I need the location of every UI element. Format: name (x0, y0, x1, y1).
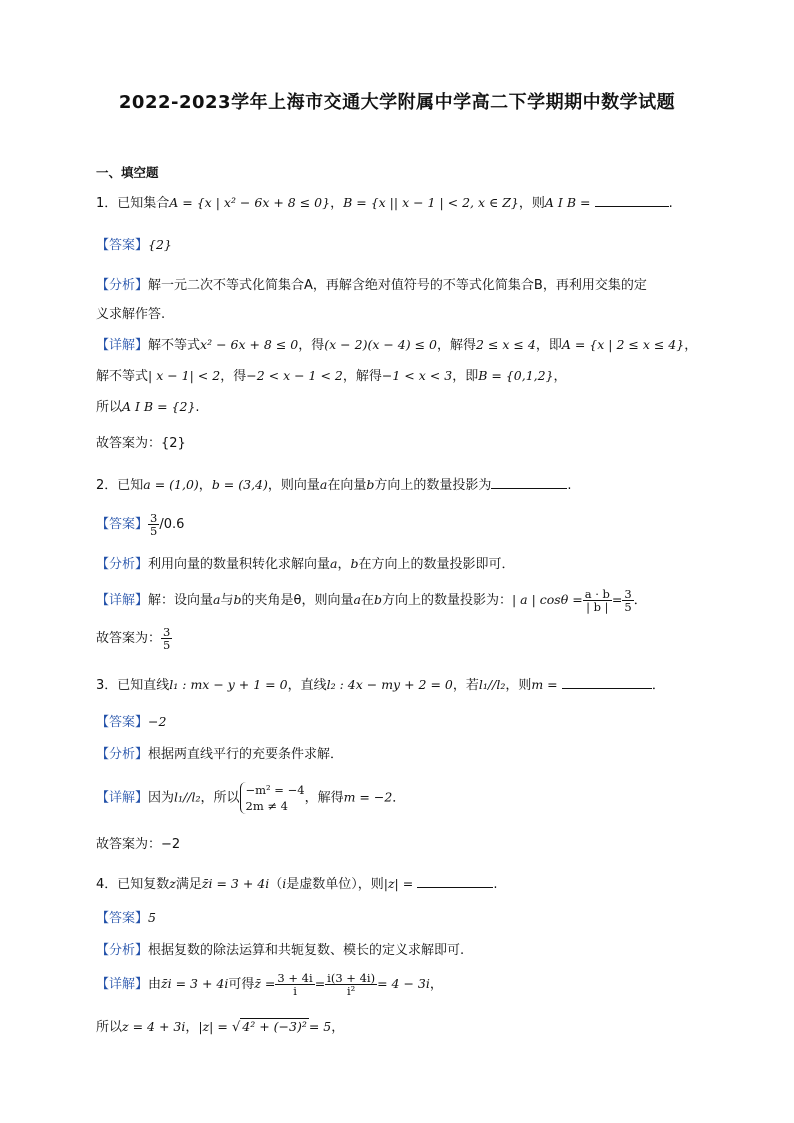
q4-last-sqrt: 4² + (−3)² (242, 1019, 307, 1034)
q2-proj-num: a · b (584, 587, 610, 601)
answer-tag: 【答案】 (96, 911, 149, 926)
q4-last-a: 所以 (96, 1020, 123, 1035)
q3-final: 故答案为：−2 (96, 837, 181, 852)
q4-stem-c: （ (269, 877, 283, 892)
q4-stem-a: 4．已知复数 (96, 877, 170, 892)
q3-l2: l₂ : 4x − my + 2 = 0 (326, 677, 453, 692)
q4-last-mod: |z| = (198, 1019, 228, 1034)
q2-proj-lhs: | a | cosθ = (511, 592, 583, 607)
q4-da: 由 (148, 977, 162, 992)
q2-analysis (96, 553, 515, 572)
q1-d2f: −1 < x < 3 (381, 368, 453, 383)
q2-sep: ， (198, 478, 212, 493)
detail-tag: 【详解】 (96, 790, 149, 806)
q3-stem-c: ，若 (452, 678, 479, 693)
q2-proj-res-num: 3 (624, 587, 632, 601)
q2-proj-fraction (583, 588, 612, 613)
q3-answer (96, 711, 166, 730)
q3-db: ，所以 (200, 790, 240, 806)
q2-answer-num: 3 (150, 511, 158, 525)
q4-f2-den: i² (346, 984, 356, 998)
q3-dc: ，解得 (304, 790, 344, 806)
q3-analysis (96, 743, 343, 762)
answer-blank (417, 877, 493, 888)
q2-final-a: 故答案为： (96, 631, 162, 646)
q3-sys-2: 2m ≠ 4 (245, 799, 288, 813)
q2-analysis-b: 在方向上的数量投影即可． (358, 557, 515, 572)
q1-sep: ， (330, 196, 344, 211)
detail-tag: 【详解】 (96, 338, 149, 353)
q1-d2d: −2 < x − 1 < 2 (246, 368, 343, 383)
q4-zbar: z̄ = (254, 976, 276, 991)
q4-cond: z̄i = 3 + 4i (201, 876, 270, 891)
q2-dd: 在 (360, 593, 374, 608)
q2-end: . (567, 478, 572, 493)
q1-analysis-cont: 义求解作答. (96, 307, 166, 322)
q2-analysis-a: 利用向量的数量积转化求解向量 (148, 557, 331, 572)
q2-de: 方向上的数量投影为： (381, 593, 512, 608)
q4-last: 所以z = 4 + 3i，|z| = √ 4² + (−3)² = 5， (96, 1019, 345, 1035)
analysis-tag: 【分析】 (96, 943, 149, 958)
q1-end: . (668, 196, 673, 211)
q3-detail-end: ． (392, 790, 406, 806)
analysis-tag: 【分析】 (96, 557, 149, 572)
q2-vb: b = (3,4) (211, 477, 268, 492)
q1-d1e: ，解得 (437, 338, 477, 353)
q2-va: a = (1,0) (143, 477, 199, 492)
q2-answer-den: 5 (150, 524, 158, 538)
q2-db-var: b (233, 592, 242, 607)
q4-last-end: ， (331, 1020, 345, 1035)
q4-fraction-2 (325, 972, 377, 997)
q4-detail-cond: z̄i = 3 + 4i (161, 976, 229, 991)
q3-detail-cond: l₁//l₂ (174, 789, 201, 805)
q3-system (240, 782, 305, 814)
q1-d1i: ， (684, 338, 698, 353)
q4-db: 可得 (228, 977, 255, 992)
q1-analysis (96, 274, 647, 293)
q4-f2-num: i(3 + 4i) (327, 971, 376, 985)
question-4 (96, 873, 498, 892)
q2-b1: b (366, 477, 375, 492)
q1-d2b: | x − 1| < 2 (148, 368, 221, 383)
q2-stem-c: 在向量 (327, 478, 367, 493)
analysis-tag: 【分析】 (96, 278, 149, 293)
q2-final-num: 3 (163, 625, 171, 639)
detail-tag: 【详解】 (96, 593, 149, 608)
q2-stem-d: 方向上的数量投影为 (374, 478, 492, 493)
question-1 (96, 192, 673, 211)
q1-d1c: ，得 (298, 338, 325, 353)
question-3 (96, 674, 665, 693)
q4-eq2: = 4 − 3i (377, 976, 430, 991)
q2-analysis-sep: ， (337, 557, 351, 572)
answer-blank (562, 678, 652, 689)
q2-proj-result (622, 588, 633, 613)
q4-fraction-1 (275, 972, 314, 997)
q2-detail (96, 588, 647, 613)
q2-final-fraction (161, 626, 172, 651)
q3-sys-1: −m² = −4 (245, 783, 305, 797)
q2-dd-var: b (373, 592, 382, 607)
q4-end: . (493, 877, 498, 892)
q3-da: 因为 (148, 790, 175, 806)
q1-answer (96, 234, 172, 253)
q3-stem-a: 3．已知直线 (96, 678, 170, 693)
q1-set-a: A = {x | x² − 6x + 8 ≤ 0} (169, 195, 331, 210)
q1-stem-a: 1．已知集合 (96, 196, 170, 211)
q1-analysis-text-1: 解一元二次不等式化简集合A，再解含绝对值符号的不等式化简集合B，再利用交集的定 (148, 278, 647, 293)
answer-blank (491, 478, 567, 489)
q1-d3c: . (195, 400, 200, 415)
q3-detail-res: m = −2 (343, 789, 393, 805)
q2-stem-b: ，则向量 (267, 478, 320, 493)
q4-last-sep: ， (185, 1020, 199, 1035)
q1-d1f: 2 ≤ x ≤ 4 (476, 337, 536, 352)
q1-d2a: 解不等式 (96, 369, 149, 384)
q4-expr: |z| = (383, 876, 414, 891)
q4-i: i (282, 876, 287, 891)
q2-proj-den: | b | (586, 600, 609, 614)
q2-da-var: a (213, 592, 221, 607)
q3-answer-value: −2 (148, 714, 167, 729)
answer-tag: 【答案】 (96, 238, 149, 253)
q2-proj-end: ． (633, 593, 647, 608)
q2-final-den: 5 (163, 638, 171, 652)
q4-stem-d: 是虚数单位），则 (286, 877, 384, 892)
q2-analysis-a-var: a (330, 556, 338, 571)
detail-tag: 【详解】 (96, 977, 149, 992)
q1-d2c: ，得 (220, 369, 247, 384)
q4-stem-b: 满足 (175, 877, 202, 892)
q2-stem-a: 2．已知 (96, 478, 144, 493)
q2-da: 解：设向量 (148, 593, 214, 608)
q4-f1-den: i (293, 984, 297, 998)
q2-dc: 的夹角是θ，则向量 (241, 593, 354, 608)
q4-analysis (96, 939, 464, 958)
answer-tag: 【答案】 (96, 517, 149, 532)
q4-detail-end: ， (429, 977, 443, 992)
q1-detail-3 (96, 396, 200, 415)
page-title: 2022-2023学年上海市交通大学附属中学高二下学期期中数学试题 (118, 92, 676, 113)
q2-final (96, 626, 172, 651)
q3-cond: l₁//l₂ (478, 677, 506, 692)
q4-eq1: = (314, 976, 326, 991)
q3-expr: m = (531, 677, 558, 692)
q4-z: z (169, 876, 176, 891)
q1-set-b: B = {x || x − 1 | < 2, x ∈ Z} (343, 195, 519, 210)
q3-stem-d: ，则 (505, 678, 532, 693)
q2-dc-var: a (353, 592, 361, 607)
q1-d3a: 所以 (96, 400, 123, 415)
q1-d1g: ，即 (535, 338, 562, 353)
q1-d2i: ， (553, 369, 567, 384)
q4-f1-num: 3 + 4i (277, 971, 313, 985)
section-heading: 一、填空题 (96, 165, 159, 180)
q1-detail-2 (96, 365, 567, 384)
q2-proj-res-den: 5 (624, 600, 632, 614)
answer-tag: 【答案】 (96, 715, 149, 730)
q3-detail (96, 782, 405, 814)
q4-last-z: z = 4 + 3i (122, 1019, 186, 1034)
q1-d1b: x² − 6x + 8 ≤ 0 (200, 337, 299, 352)
q4-answer (96, 907, 156, 926)
q2-answer-fraction (148, 512, 159, 537)
q1-d2g: ，即 (452, 369, 479, 384)
q1-final: 故答案为：{2} (96, 436, 186, 451)
q2-db: 与 (220, 593, 234, 608)
q1-d2e: ，解得 (342, 369, 382, 384)
q3-stem-b: ，直线 (287, 678, 327, 693)
q4-last-res: = 5 (308, 1019, 332, 1034)
q1-answer-value: {2} (148, 237, 172, 252)
q2-analysis-b-var: b (350, 556, 359, 571)
q2-answer-alt: /0.6 (159, 517, 185, 532)
q1-d1d: (x − 2)(x − 4) ≤ 0 (324, 337, 438, 352)
q4-analysis-text: 根据复数的除法运算和共轭复数、模长的定义求解即可. (148, 943, 465, 958)
q3-end: ． (651, 678, 665, 693)
q4-answer-value: 5 (148, 910, 156, 925)
q1-d1h: A = {x | 2 ≤ x ≤ 4} (561, 337, 685, 352)
question-2 (96, 474, 572, 493)
answer-blank (595, 196, 669, 207)
q1-detail-1 (96, 334, 697, 353)
q2-proj-eq: = (611, 592, 623, 607)
q1-d2h: B = {0,1,2} (478, 368, 554, 383)
q1-d1a: 解不等式 (148, 338, 201, 353)
q2-answer (96, 512, 184, 537)
q3-analysis-text: 根据两直线平行的充要条件求解． (148, 747, 344, 762)
q1-expr: A I B = (544, 195, 591, 210)
q4-detail (96, 972, 443, 997)
analysis-tag: 【分析】 (96, 747, 149, 762)
q2-a1: a (319, 477, 328, 492)
q3-l1: l₁ : mx − y + 1 = 0 (169, 677, 288, 692)
q1-d3b: A I B = {2} (122, 399, 196, 414)
q1-stem-b: ，则 (518, 196, 545, 211)
